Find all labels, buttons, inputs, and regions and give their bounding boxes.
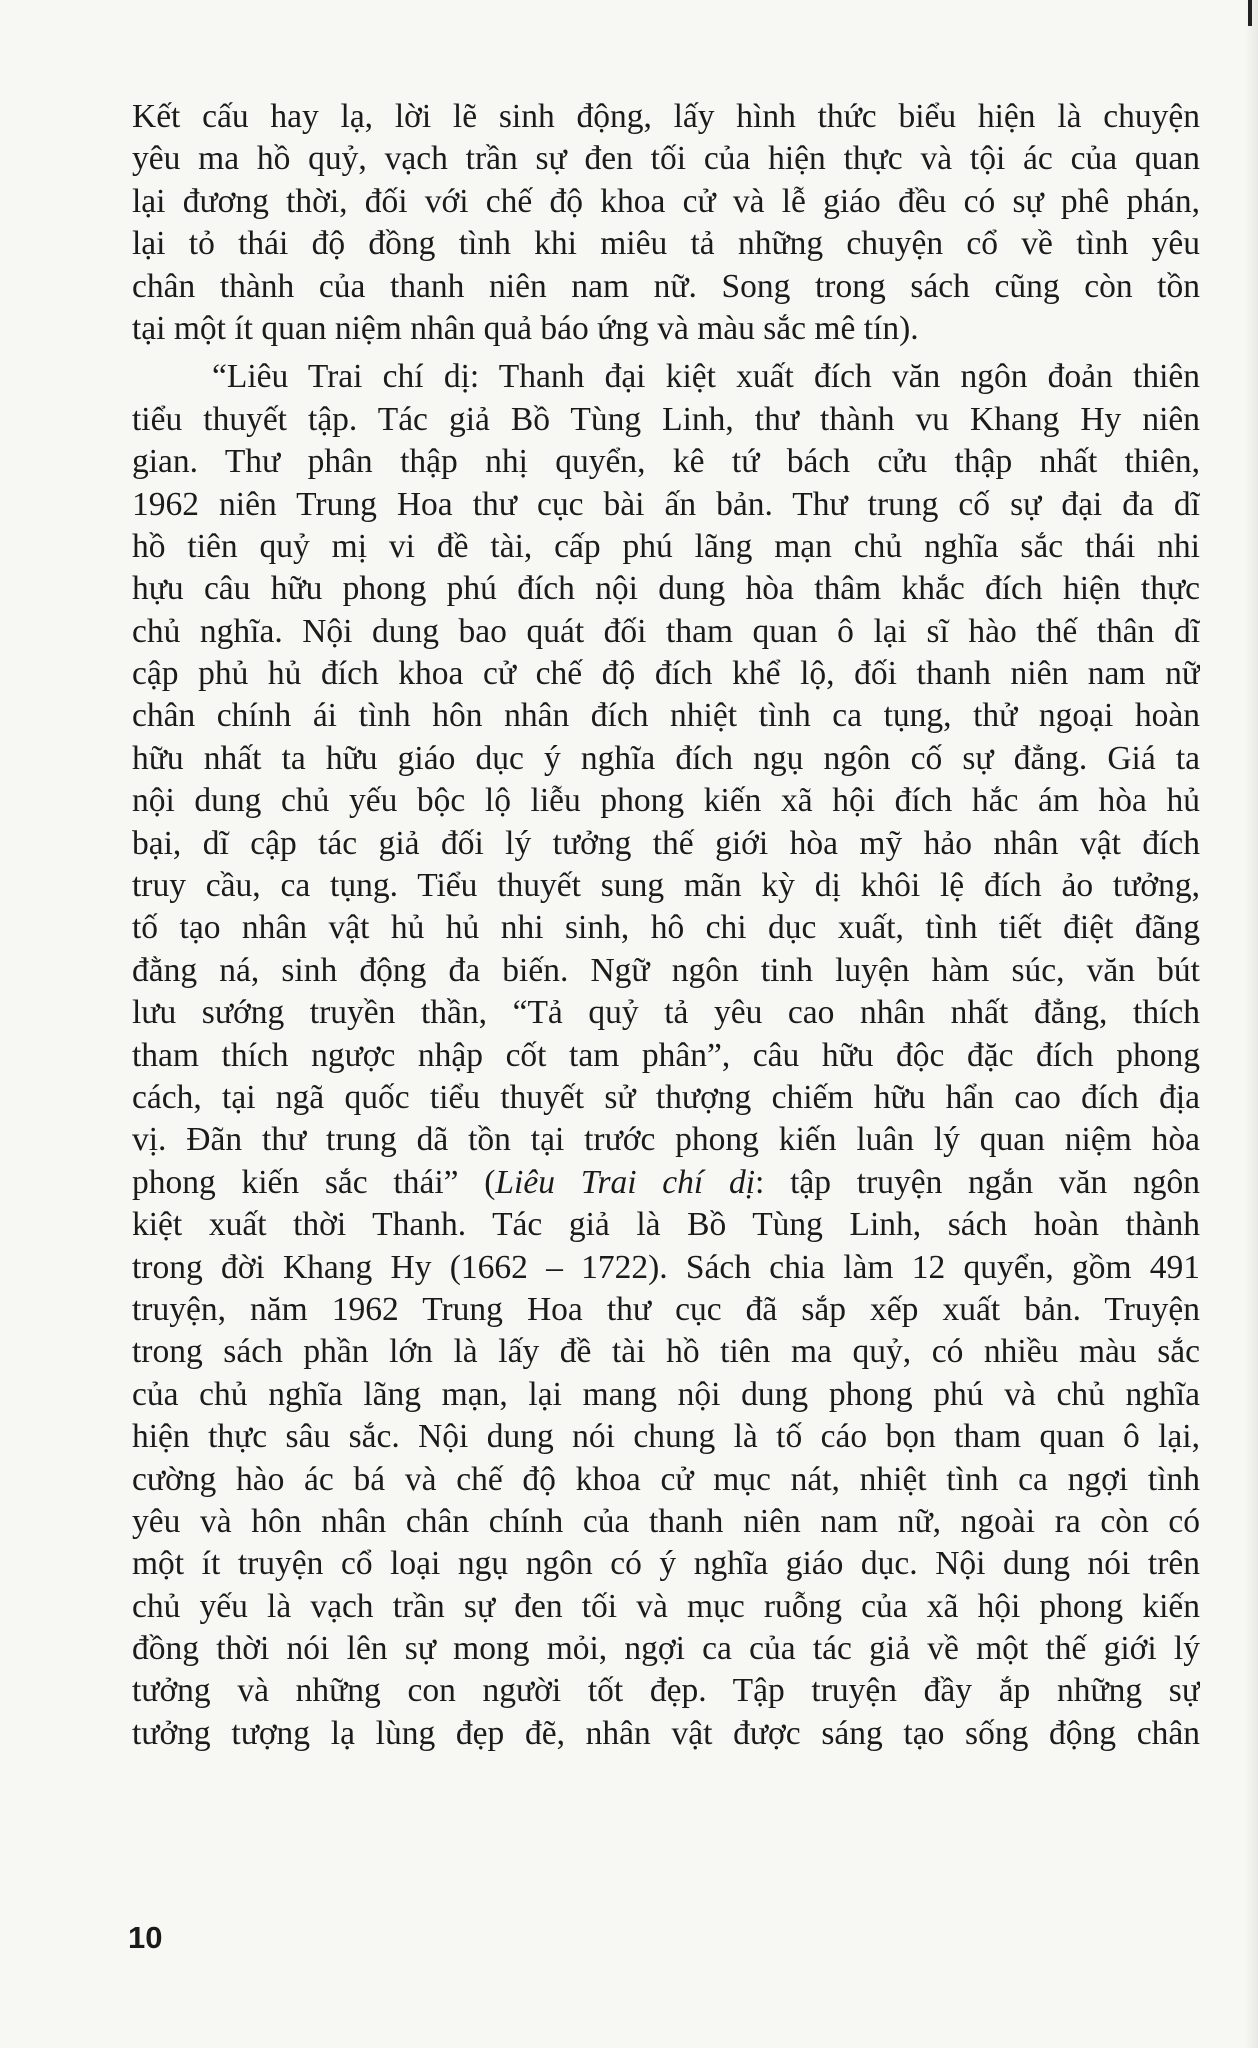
text-line: “Liêu Trai chí dị: Thanh đại kiệt xuất đích văn ngôn đoản thiên	[212, 358, 1200, 396]
text-line: gian. Thư phân thập nhị quyển, kê tứ bách cửu thập nhất thiên,	[132, 443, 1200, 481]
text-line: chân thành của thanh niên nam nữ. Song trong sách cũng còn tồn	[132, 267, 1200, 305]
text-line: yêu và hôn nhân chân chính của thanh niên nam nữ, ngoài ra còn có	[132, 1502, 1200, 1540]
text-line: truyện, năm 1962 Trung Hoa thư cục đã sắp xếp xuất bản. Truyện	[132, 1290, 1200, 1328]
text-fragment: : tập truyện ngắn văn ngôn	[755, 1163, 1200, 1201]
text-line: lại đương thời, đối với chế độ khoa cử và lễ giáo đều có sự phê phán,	[132, 182, 1200, 220]
text-line: đồng thời nói lên sự mong mỏi, ngợi ca của tác giả về một thế giới lý	[132, 1630, 1200, 1668]
text-line: cách, tại ngã quốc tiểu thuyết sử thượng chiếm hữu hẩn cao đích địa	[132, 1078, 1200, 1116]
page-edge-shadow	[1244, 0, 1258, 2048]
text-line: tố tạo nhân vật hủ hủ nhi sinh, hô chi dục xuất, tình tiết điệt đãng	[132, 909, 1200, 947]
text-line: hồ tiên quỷ mị vi đề tài, cấp phú lãng mạn chủ nghĩa sắc thái nhi	[132, 527, 1200, 565]
text-line: nội dung chủ yếu bộc lộ liễu phong kiến xã hội đích hắc ám hòa hủ	[132, 782, 1200, 820]
book-title-italic: Liêu Trai chí dị	[495, 1163, 756, 1201]
text-line: cường hào ác bá và chế độ khoa cử mục nát, nhiệt tình ca ngợi tình	[132, 1460, 1200, 1498]
text-line: trong sách phần lớn là lấy đề tài hồ tiên ma quỷ, có nhiều màu sắc	[132, 1333, 1200, 1371]
text-line: một ít truyện cổ loại ngụ ngôn có ý nghĩa giáo dục. Nội dung nói trên	[132, 1545, 1200, 1583]
body-text	[132, 96, 1200, 1755]
text-line: bại, dĩ cập tác giả đối lý tưởng thế giới hòa mỹ hảo nhân vật đích	[132, 824, 1200, 862]
text-line: của chủ nghĩa lãng mạn, lại mang nội dung phong phú và chủ nghĩa	[132, 1375, 1200, 1413]
text-line: hữu nhất ta hữu giáo dục ý nghĩa đích ngụ ngôn cố sự đẳng. Giá ta	[132, 739, 1200, 777]
text-line: tham thích ngược nhập cốt tam phân”, câu hữu độc đặc đích phong	[132, 1036, 1200, 1074]
text-fragment: phong kiến sắc thái” (	[132, 1163, 496, 1201]
paragraph-1	[132, 96, 1200, 350]
text-line: Kết cấu hay lạ, lời lẽ sinh động, lấy hình thức biểu hiện là chuyện	[132, 98, 1200, 135]
text-line: yêu ma hồ quỷ, vạch trần sự đen tối của hiện thực và tội ác của quan	[132, 140, 1200, 178]
text-line: truy cầu, ca tụng. Tiểu thuyết sung mãn kỳ dị khôi lệ đích ảo tưởng,	[132, 867, 1200, 905]
text-line: đằng ná, sinh động đa biến. Ngữ ngôn tinh luyện hàm súc, văn bút	[132, 951, 1200, 989]
text-line-with-italic-title	[132, 1162, 1200, 1204]
text-line: tưởng và những con người tốt đẹp. Tập truyện đầy ắp những sự	[132, 1672, 1200, 1710]
text-line: chủ nghĩa. Nội dung bao quát đối tham quan ô lại sĩ hào thế thân dĩ	[132, 612, 1200, 650]
text-line: lại tỏ thái độ đồng tình khi miêu tả những chuyện cổ về tình yêu	[132, 225, 1200, 263]
text-line: hiện thực sâu sắc. Nội dung nói chung là tố cáo bọn tham quan ô lại,	[132, 1418, 1200, 1456]
text-line: kiệt xuất thời Thanh. Tác giả là Bồ Tùng Linh, sách hoàn thành	[132, 1206, 1200, 1244]
text-line: cập phủ hủ đích khoa cử chế độ đích khể lộ, đối thanh niên nam nữ	[132, 655, 1200, 693]
text-line: 1962 niên Trung Hoa thư cục bài ấn bản. Thư trung cố sự đại đa dĩ	[132, 485, 1200, 523]
page-number: 10	[128, 1920, 163, 1955]
text-line: trong đời Khang Hy (1662 – 1722). Sách chia làm 12 quyển, gồm 491	[132, 1248, 1200, 1286]
text-line: hựu câu hữu phong phú đích nội dung hòa thâm khắc đích hiện thực	[132, 570, 1200, 608]
text-line: tại một ít quan niệm nhân quả báo ứng và màu sắc mê tín).	[132, 309, 919, 347]
text-line: tưởng tượng lạ lùng đẹp đẽ, nhân vật được sáng tạo sống động chân	[132, 1714, 1200, 1752]
text-line: vị. Đãn thư trung dã tồn tại trước phong kiến luân lý quan niệm hòa	[132, 1121, 1200, 1159]
text-line: chủ yếu là vạch trần sự đen tối và mục ruỗng của xã hội phong kiến	[132, 1587, 1200, 1625]
paragraph-2	[132, 356, 1200, 1755]
text-line: tiểu thuyết tập. Tác giả Bồ Tùng Linh, thư thành vu Khang Hy niên	[132, 400, 1200, 438]
text-line: lưu sướng truyền thần, “Tả quỷ tả yêu cao nhân nhất đẳng, thích	[132, 994, 1200, 1032]
text-line: chân chính ái tình hôn nhân đích nhiệt tình ca tụng, thử ngoại hoàn	[132, 697, 1200, 735]
